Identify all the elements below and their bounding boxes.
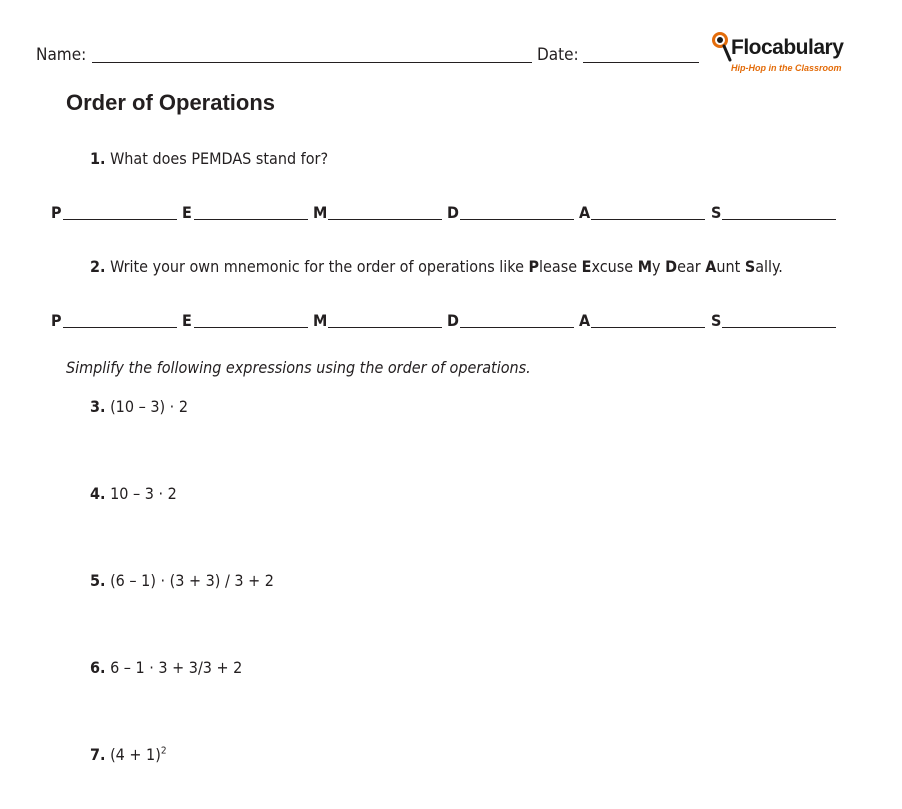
- exponent: 2: [160, 745, 167, 757]
- blank-a[interactable]: [591, 327, 705, 328]
- instructions: Simplify the following expressions using the order of operations.: [66, 358, 531, 377]
- date-field[interactable]: [583, 62, 699, 63]
- blank-p[interactable]: [63, 219, 177, 220]
- letter-e: E: [182, 203, 192, 222]
- problem-number: 7.: [90, 745, 106, 764]
- question-text: Write your own mnemonic for the order of operations like: [110, 257, 529, 276]
- letter-p: P: [51, 203, 62, 222]
- letter-s: S: [711, 311, 722, 330]
- problem-number: 3.: [90, 397, 106, 416]
- problem-6: [90, 658, 242, 677]
- page-title: Order of Operations: [66, 90, 276, 115]
- mnemonic-initial: M: [637, 257, 653, 276]
- question-2: [90, 257, 783, 276]
- blank-p[interactable]: [63, 327, 177, 328]
- blank-e[interactable]: [194, 219, 308, 220]
- date-label: Date:: [537, 45, 579, 65]
- mnemonic-initial: D: [665, 257, 678, 276]
- mnemonic-rest: ally.: [755, 257, 783, 276]
- name-field[interactable]: [92, 62, 532, 63]
- blank-m[interactable]: [328, 327, 442, 328]
- blank-d[interactable]: [460, 219, 574, 220]
- problem-3: [90, 397, 188, 416]
- question-text: What does PEMDAS stand for?: [110, 149, 329, 168]
- problem-expression: (6 – 1) · (3 + 3) / 3 + 2: [110, 571, 274, 590]
- letter-s: S: [711, 203, 722, 222]
- problem-number: 5.: [90, 571, 106, 590]
- mnemonic-initial: E: [581, 257, 592, 276]
- problem-expression: (4 + 1): [110, 745, 161, 764]
- logo-tagline: Hip-Hop in the Classroom: [731, 63, 842, 73]
- mnemonic-rest: y: [652, 257, 666, 276]
- blank-e[interactable]: [194, 327, 308, 328]
- question-number: 1.: [90, 149, 106, 168]
- problem-expression: 6 – 1 · 3 + 3/3 + 2: [110, 658, 243, 677]
- mnemonic-rest: xcuse: [591, 257, 638, 276]
- letter-d: D: [447, 311, 459, 330]
- question-1: [90, 149, 328, 168]
- blank-s[interactable]: [722, 219, 836, 220]
- letter-m: M: [313, 311, 328, 330]
- mnemonic-rest: lease: [539, 257, 582, 276]
- flocabulary-logo: [709, 30, 849, 76]
- problem-number: 6.: [90, 658, 106, 677]
- letter-a: A: [579, 203, 591, 222]
- mnemonic-rest: ear: [677, 257, 706, 276]
- name-label: Name:: [36, 45, 87, 65]
- blank-d[interactable]: [460, 327, 574, 328]
- letter-d: D: [447, 203, 459, 222]
- problem-number: 4.: [90, 484, 106, 503]
- problem-7: [90, 745, 167, 764]
- letter-e: E: [182, 311, 192, 330]
- problem-4: [90, 484, 177, 503]
- question-number: 2.: [90, 257, 106, 276]
- problem-expression: (10 – 3) · 2: [110, 397, 188, 416]
- letter-a: A: [579, 311, 591, 330]
- problem-5: [90, 571, 274, 590]
- mnemonic-rest: unt: [716, 257, 745, 276]
- mnemonic-initial: A: [705, 257, 717, 276]
- blank-s[interactable]: [722, 327, 836, 328]
- blank-a[interactable]: [591, 219, 705, 220]
- blank-m[interactable]: [328, 219, 442, 220]
- mnemonic-initial: S: [744, 257, 756, 276]
- mnemonic-initial: P: [528, 257, 540, 276]
- problem-expression: 10 – 3 · 2: [110, 484, 177, 503]
- letter-p: P: [51, 311, 62, 330]
- letter-m: M: [313, 203, 328, 222]
- logo-wordmark: Flocabulary: [731, 36, 844, 59]
